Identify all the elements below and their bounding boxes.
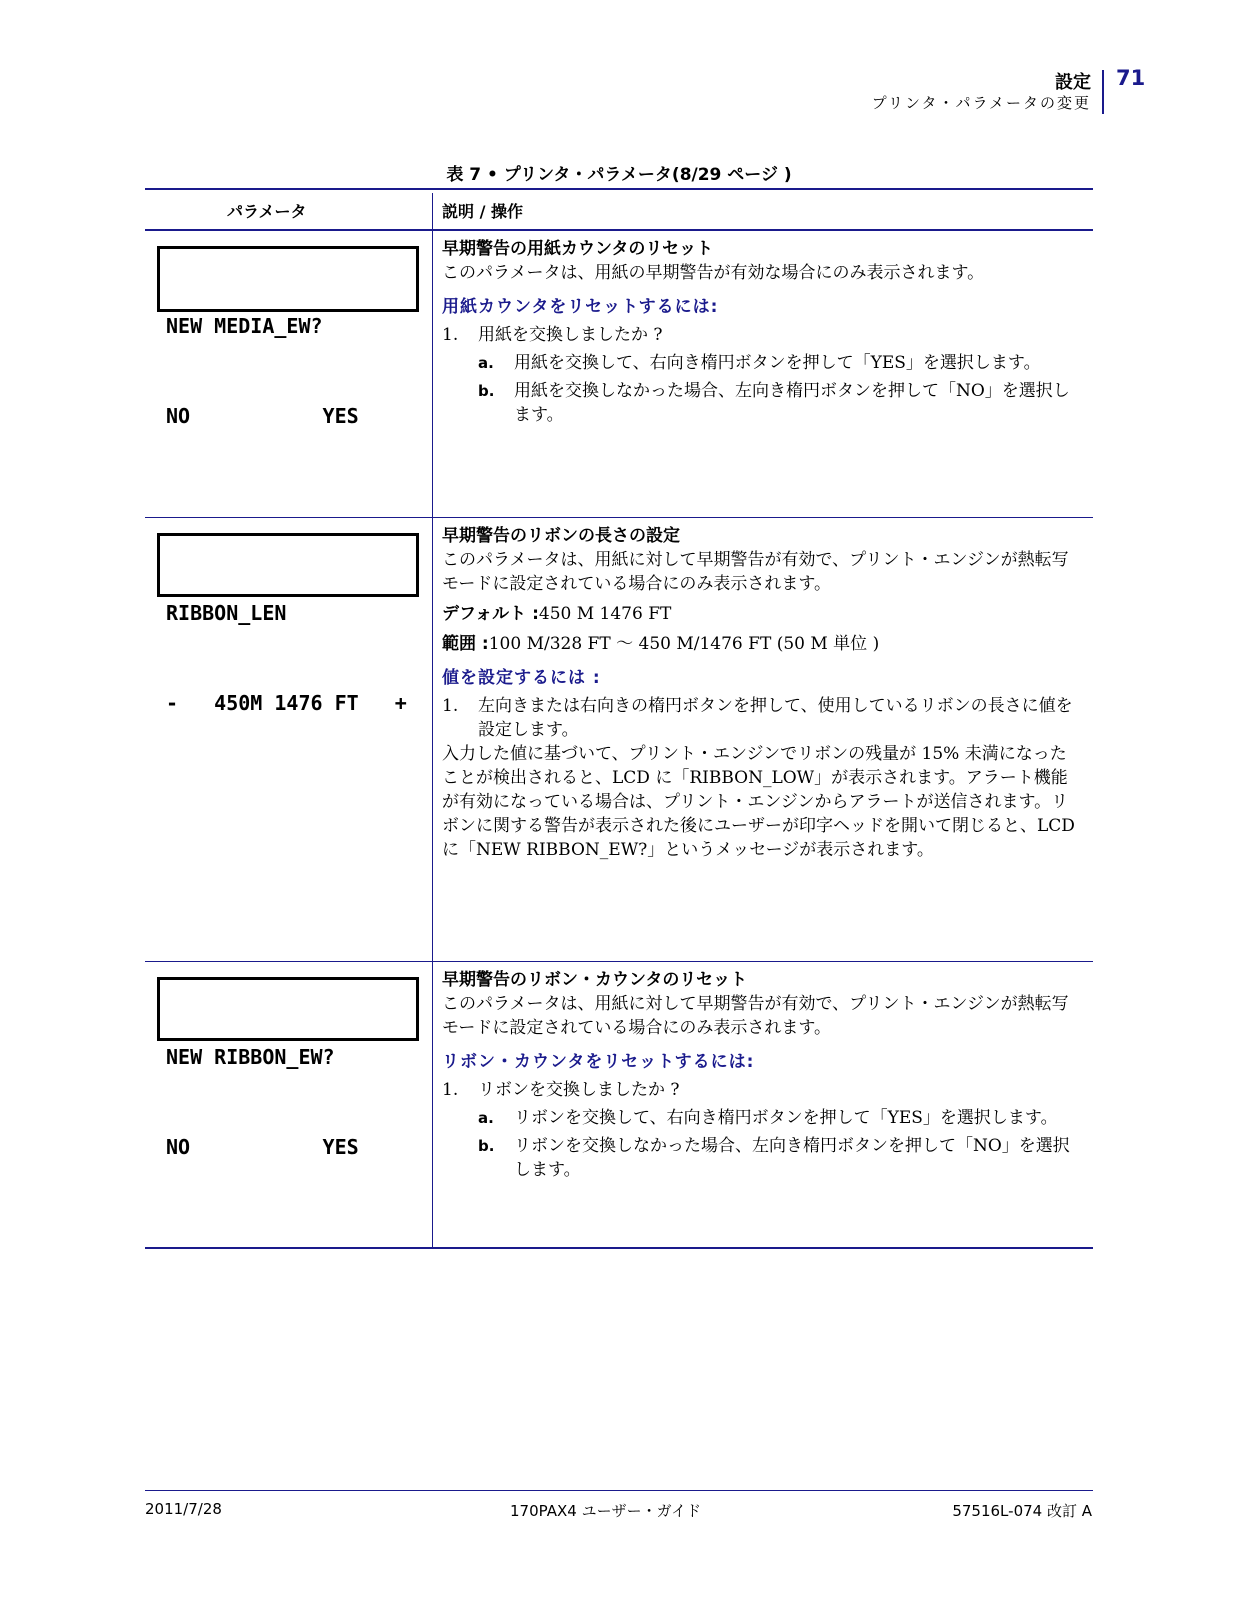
row-heading: 早期警告の用紙カウンタのリセット bbox=[442, 239, 714, 259]
list-item bbox=[478, 379, 1082, 427]
lcd-display-ribbon-length bbox=[157, 533, 419, 715]
row-description bbox=[442, 237, 1082, 427]
default-text: 450 M 1476 FT bbox=[538, 604, 672, 624]
substep-text: リボンを交換しなかった場合、左向き楕円ボタンを押して「NO」を選択します。 bbox=[514, 1136, 1070, 1180]
substep-label: b. bbox=[478, 1137, 495, 1155]
row-intro: このパラメータは、用紙に対して早期警告が有効で、プリント・エンジンが熱転写モードに設定されている場合にのみ表示されます。 bbox=[442, 550, 1069, 594]
step-text: 用紙を交換しましたか ? bbox=[478, 325, 663, 345]
step-text: 左向きまたは右向きの楕円ボタンを押して、使用しているリボンの長さに値を設定します。 bbox=[478, 696, 1073, 740]
lcd-display-new-media bbox=[157, 246, 419, 428]
footer-part-number: 57516L-074 改訂 A bbox=[952, 1502, 1092, 1520]
header-rule bbox=[145, 229, 1093, 231]
table-title: 表 7 • プリンタ・パラメータ(8/29 ページ ) bbox=[446, 165, 792, 185]
substep-label: a. bbox=[478, 1109, 494, 1127]
lcd-line-2: NO YES bbox=[166, 1135, 359, 1159]
step-number: 1. bbox=[442, 325, 459, 345]
col-header-description: 説明 / 操作 bbox=[442, 202, 523, 221]
lcd-line-1: NEW MEDIA_EW? bbox=[166, 314, 323, 338]
section-subtitle: プリンタ・パラメータの変更 bbox=[871, 94, 1091, 112]
range-label: 範囲 : bbox=[442, 634, 489, 654]
table-top-rule bbox=[145, 188, 1093, 190]
lcd-line-1: NEW RIBBON_EW? bbox=[166, 1045, 335, 1069]
substep-text: リボンを交換して、右向き楕円ボタンを押して「YES」を選択します。 bbox=[514, 1108, 1058, 1128]
row-rule bbox=[145, 961, 1093, 962]
substep-text: 用紙を交換しなかった場合、左向き楕円ボタンを押して「NO」を選択します。 bbox=[514, 381, 1070, 425]
row-description bbox=[442, 968, 1082, 1182]
row-heading: 早期警告のリボン・カウンタのリセット bbox=[442, 970, 748, 990]
lcd-line-2: - 450M 1476 FT + bbox=[166, 691, 407, 715]
step-text: リボンを交換しましたか ? bbox=[478, 1080, 680, 1100]
list-item bbox=[442, 323, 1082, 347]
lcd-display-new-ribbon bbox=[157, 977, 419, 1159]
range-value bbox=[442, 632, 1082, 656]
substep-text: 用紙を交換して、右向き楕円ボタンを押して「YES」を選択します。 bbox=[514, 353, 1041, 373]
default-label: デフォルト : bbox=[442, 604, 539, 624]
row-rule bbox=[145, 517, 1093, 518]
step-number: 1. bbox=[442, 1080, 459, 1100]
default-value bbox=[442, 602, 1082, 626]
list-item bbox=[478, 351, 1082, 375]
substep-label: b. bbox=[478, 382, 495, 400]
list-item bbox=[478, 1106, 1082, 1130]
step-number: 1. bbox=[442, 696, 459, 716]
row-heading: 早期警告のリボンの長さの設定 bbox=[442, 526, 680, 546]
substep-label: a. bbox=[478, 354, 494, 372]
page-number: 71 bbox=[1116, 66, 1146, 90]
header-divider bbox=[1102, 70, 1104, 114]
footer-title: 170PAX4 ユーザー・ガイド bbox=[510, 1502, 702, 1520]
list-item bbox=[478, 1134, 1082, 1182]
list-item bbox=[442, 694, 1082, 742]
row-intro: このパラメータは、用紙の早期警告が有効な場合にのみ表示されます。 bbox=[442, 263, 985, 283]
procedure-lead: 用紙カウンタをリセットするには: bbox=[442, 297, 719, 317]
row-intro: このパラメータは、用紙に対して早期警告が有効で、プリント・エンジンが熱転写モードに設定されている場合にのみ表示されます。 bbox=[442, 994, 1069, 1038]
col-header-parameter: パラメータ bbox=[227, 202, 307, 221]
lcd-line-2: NO YES bbox=[166, 404, 359, 428]
footer-rule bbox=[145, 1490, 1093, 1491]
list-item bbox=[442, 1078, 1082, 1102]
procedure-lead: リボン・カウンタをリセットするには: bbox=[442, 1052, 755, 1072]
step-note: 入力した値に基づいて、プリント・エンジンでリボンの残量が 15% 未満になったことが検出されると、LCD に「RIBBON_LOW」が表示されます。アラート機能が有効になっている場合は、プリント・エンジンからアラートが送信されます。リボンに関する警告が表示された後にユーザーが印字ヘッドを開いて閉じると、LCD に「NEW RIBBON_EW?」というメッセージが表示されます。 bbox=[442, 744, 1075, 860]
column-divider bbox=[432, 193, 433, 1248]
procedure-lead: 値を設定するには : bbox=[442, 668, 601, 688]
row-description bbox=[442, 524, 1082, 862]
chapter-label: 設定 bbox=[1055, 72, 1091, 93]
lcd-line-1: RIBBON_LEN bbox=[166, 601, 287, 625]
table-bottom-rule bbox=[145, 1247, 1093, 1249]
range-text: 100 M/328 FT ～ 450 M/1476 FT (50 M 単位 ) bbox=[488, 634, 880, 654]
footer-date: 2011/7/28 bbox=[145, 1500, 222, 1518]
